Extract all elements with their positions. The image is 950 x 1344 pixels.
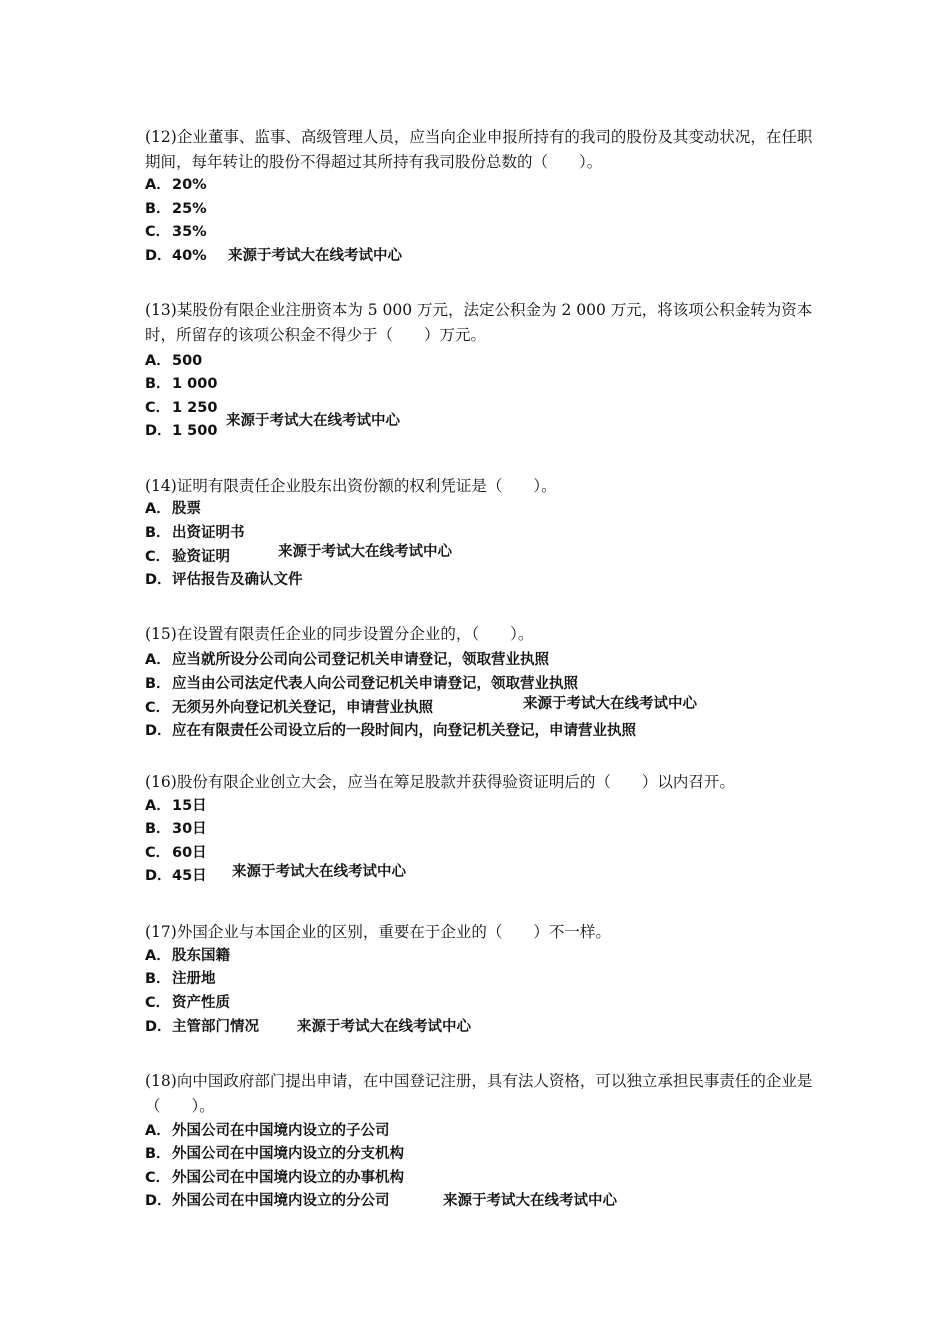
option-text: 注册地 xyxy=(172,971,216,987)
option-text: 外国公司在中国境内设立的子公司 xyxy=(172,1123,390,1139)
watermark-text: 来源于考试大在线考试中心 xyxy=(443,1193,617,1209)
option-letter: C． xyxy=(145,549,171,565)
option-c xyxy=(145,697,433,719)
question-stem: (13)某股份有限企业注册资本为 5 000 万元，法定公积金为 2 000 万元，将该项公积金转为资本时，所留存的该项公积金不得少于（ ）万元。 xyxy=(145,301,813,344)
option-letter: D． xyxy=(145,1019,172,1035)
option-text: 60日 xyxy=(172,845,207,861)
option-d xyxy=(145,420,217,442)
option-d xyxy=(145,720,636,742)
option-a xyxy=(145,498,201,520)
option-letter: B． xyxy=(145,376,171,392)
option-letter: A． xyxy=(145,948,171,964)
option-d xyxy=(145,865,207,887)
option-text: 500 xyxy=(172,353,203,369)
option-letter: C． xyxy=(145,400,171,416)
option-letter: C． xyxy=(145,845,171,861)
option-b xyxy=(145,1143,404,1165)
option-text: 35% xyxy=(172,224,207,240)
option-letter: C． xyxy=(145,224,171,240)
option-letter: A． xyxy=(145,1123,171,1139)
question-stem: (15)在设置有限责任企业的同步设置分企业的，（ ）。 xyxy=(145,625,534,643)
option-text: 1 250 xyxy=(172,400,218,416)
option-d xyxy=(145,569,303,591)
option-text: 30日 xyxy=(172,821,207,837)
option-c xyxy=(145,397,217,419)
option-letter: C． xyxy=(145,700,171,716)
option-letter: A． xyxy=(145,177,171,193)
option-text: 外国公司在中国境内设立的分支机构 xyxy=(172,1146,404,1162)
option-text: 1 000 xyxy=(172,376,218,392)
watermark-text: 来源于考试大在线考试中心 xyxy=(278,544,452,560)
option-letter: D． xyxy=(145,423,172,439)
watermark-text: 来源于考试大在线考试中心 xyxy=(232,864,406,880)
option-text: 40% xyxy=(172,248,207,264)
watermark-text: 来源于考试大在线考试中心 xyxy=(297,1019,471,1035)
option-c xyxy=(145,992,230,1014)
option-letter: C． xyxy=(145,995,171,1011)
option-text: 15日 xyxy=(172,798,207,814)
option-letter: D． xyxy=(145,248,172,264)
option-text: 验资证明 xyxy=(172,549,230,565)
option-text: 股票 xyxy=(172,501,201,517)
question-stem: (14)证明有限责任企业股东出资份额的权利凭证是（ ）。 xyxy=(145,477,557,495)
option-a xyxy=(145,649,549,671)
option-b xyxy=(145,673,578,695)
option-d xyxy=(145,245,207,267)
option-text: 应在有限责任公司设立后的一段时间内，向登记机关登记，申请营业执照 xyxy=(172,723,636,739)
watermark-text: 来源于考试大在线考试中心 xyxy=(226,413,400,429)
option-b xyxy=(145,818,207,840)
option-letter: C． xyxy=(145,1170,171,1186)
option-letter: B． xyxy=(145,676,171,692)
option-text: 无须另外向登记机关登记，申请营业执照 xyxy=(172,700,433,716)
option-a xyxy=(145,350,202,372)
option-text: 应当就所设分公司向公司登记机关申请登记，领取营业执照 xyxy=(172,652,549,668)
option-c xyxy=(145,221,207,243)
option-a xyxy=(145,945,230,967)
option-text: 应当由公司法定代表人向公司登记机关申请登记，领取营业执照 xyxy=(172,676,578,692)
option-a xyxy=(145,1120,390,1142)
question-stem: (18)向中国政府部门提出申请，在中国登记注册，具有法人资格，可以独立承担民事责任的企业是（ ）。 xyxy=(145,1072,813,1115)
option-b xyxy=(145,198,207,220)
option-a xyxy=(145,174,207,196)
option-text: 外国公司在中国境内设立的分公司 xyxy=(172,1193,390,1209)
question-stem: (16)股份有限企业创立大会，应当在筹足股款并获得验资证明后的（ ）以内召开。 xyxy=(145,773,735,791)
option-text: 主管部门情况 xyxy=(172,1019,259,1035)
option-b xyxy=(145,522,245,544)
option-text: 25% xyxy=(172,201,207,217)
question-stem: (17)外国企业与本国企业的区别，重要在于企业的（ ）不一样。 xyxy=(145,923,611,941)
option-letter: A． xyxy=(145,353,171,369)
option-c xyxy=(145,546,230,568)
option-letter: B． xyxy=(145,525,171,541)
option-text: 20% xyxy=(172,177,207,193)
watermark-text: 来源于考试大在线考试中心 xyxy=(523,696,697,712)
watermark-text: 来源于考试大在线考试中心 xyxy=(228,248,402,264)
option-d xyxy=(145,1190,390,1212)
option-letter: A． xyxy=(145,798,171,814)
option-d xyxy=(145,1016,259,1038)
option-letter: D． xyxy=(145,723,172,739)
option-b xyxy=(145,373,217,395)
option-letter: B． xyxy=(145,971,171,987)
option-a xyxy=(145,795,207,817)
option-letter: D． xyxy=(145,868,172,884)
option-letter: B． xyxy=(145,821,171,837)
option-letter: B． xyxy=(145,201,171,217)
option-text: 股东国籍 xyxy=(172,948,230,964)
option-letter: D． xyxy=(145,1193,172,1209)
option-text: 出资证明书 xyxy=(172,525,245,541)
question-stem: (12)企业董事、监事、高级管理人员，应当向企业申报所持有的我司的股份及其变动状况，在任职期间，每年转让的股份不得超过其所持有我司股份总数的（ ）。 xyxy=(145,128,813,171)
option-text: 45日 xyxy=(172,868,207,884)
option-text: 1 500 xyxy=(172,423,218,439)
option-text: 评估报告及确认文件 xyxy=(172,572,303,588)
option-c xyxy=(145,1167,404,1189)
option-text: 外国公司在中国境内设立的办事机构 xyxy=(172,1170,404,1186)
option-letter: A． xyxy=(145,652,171,668)
option-c xyxy=(145,842,207,864)
option-letter: A． xyxy=(145,501,171,517)
option-b xyxy=(145,968,216,990)
option-letter: B． xyxy=(145,1146,171,1162)
option-text: 资产性质 xyxy=(172,995,230,1011)
option-letter: D． xyxy=(145,572,172,588)
